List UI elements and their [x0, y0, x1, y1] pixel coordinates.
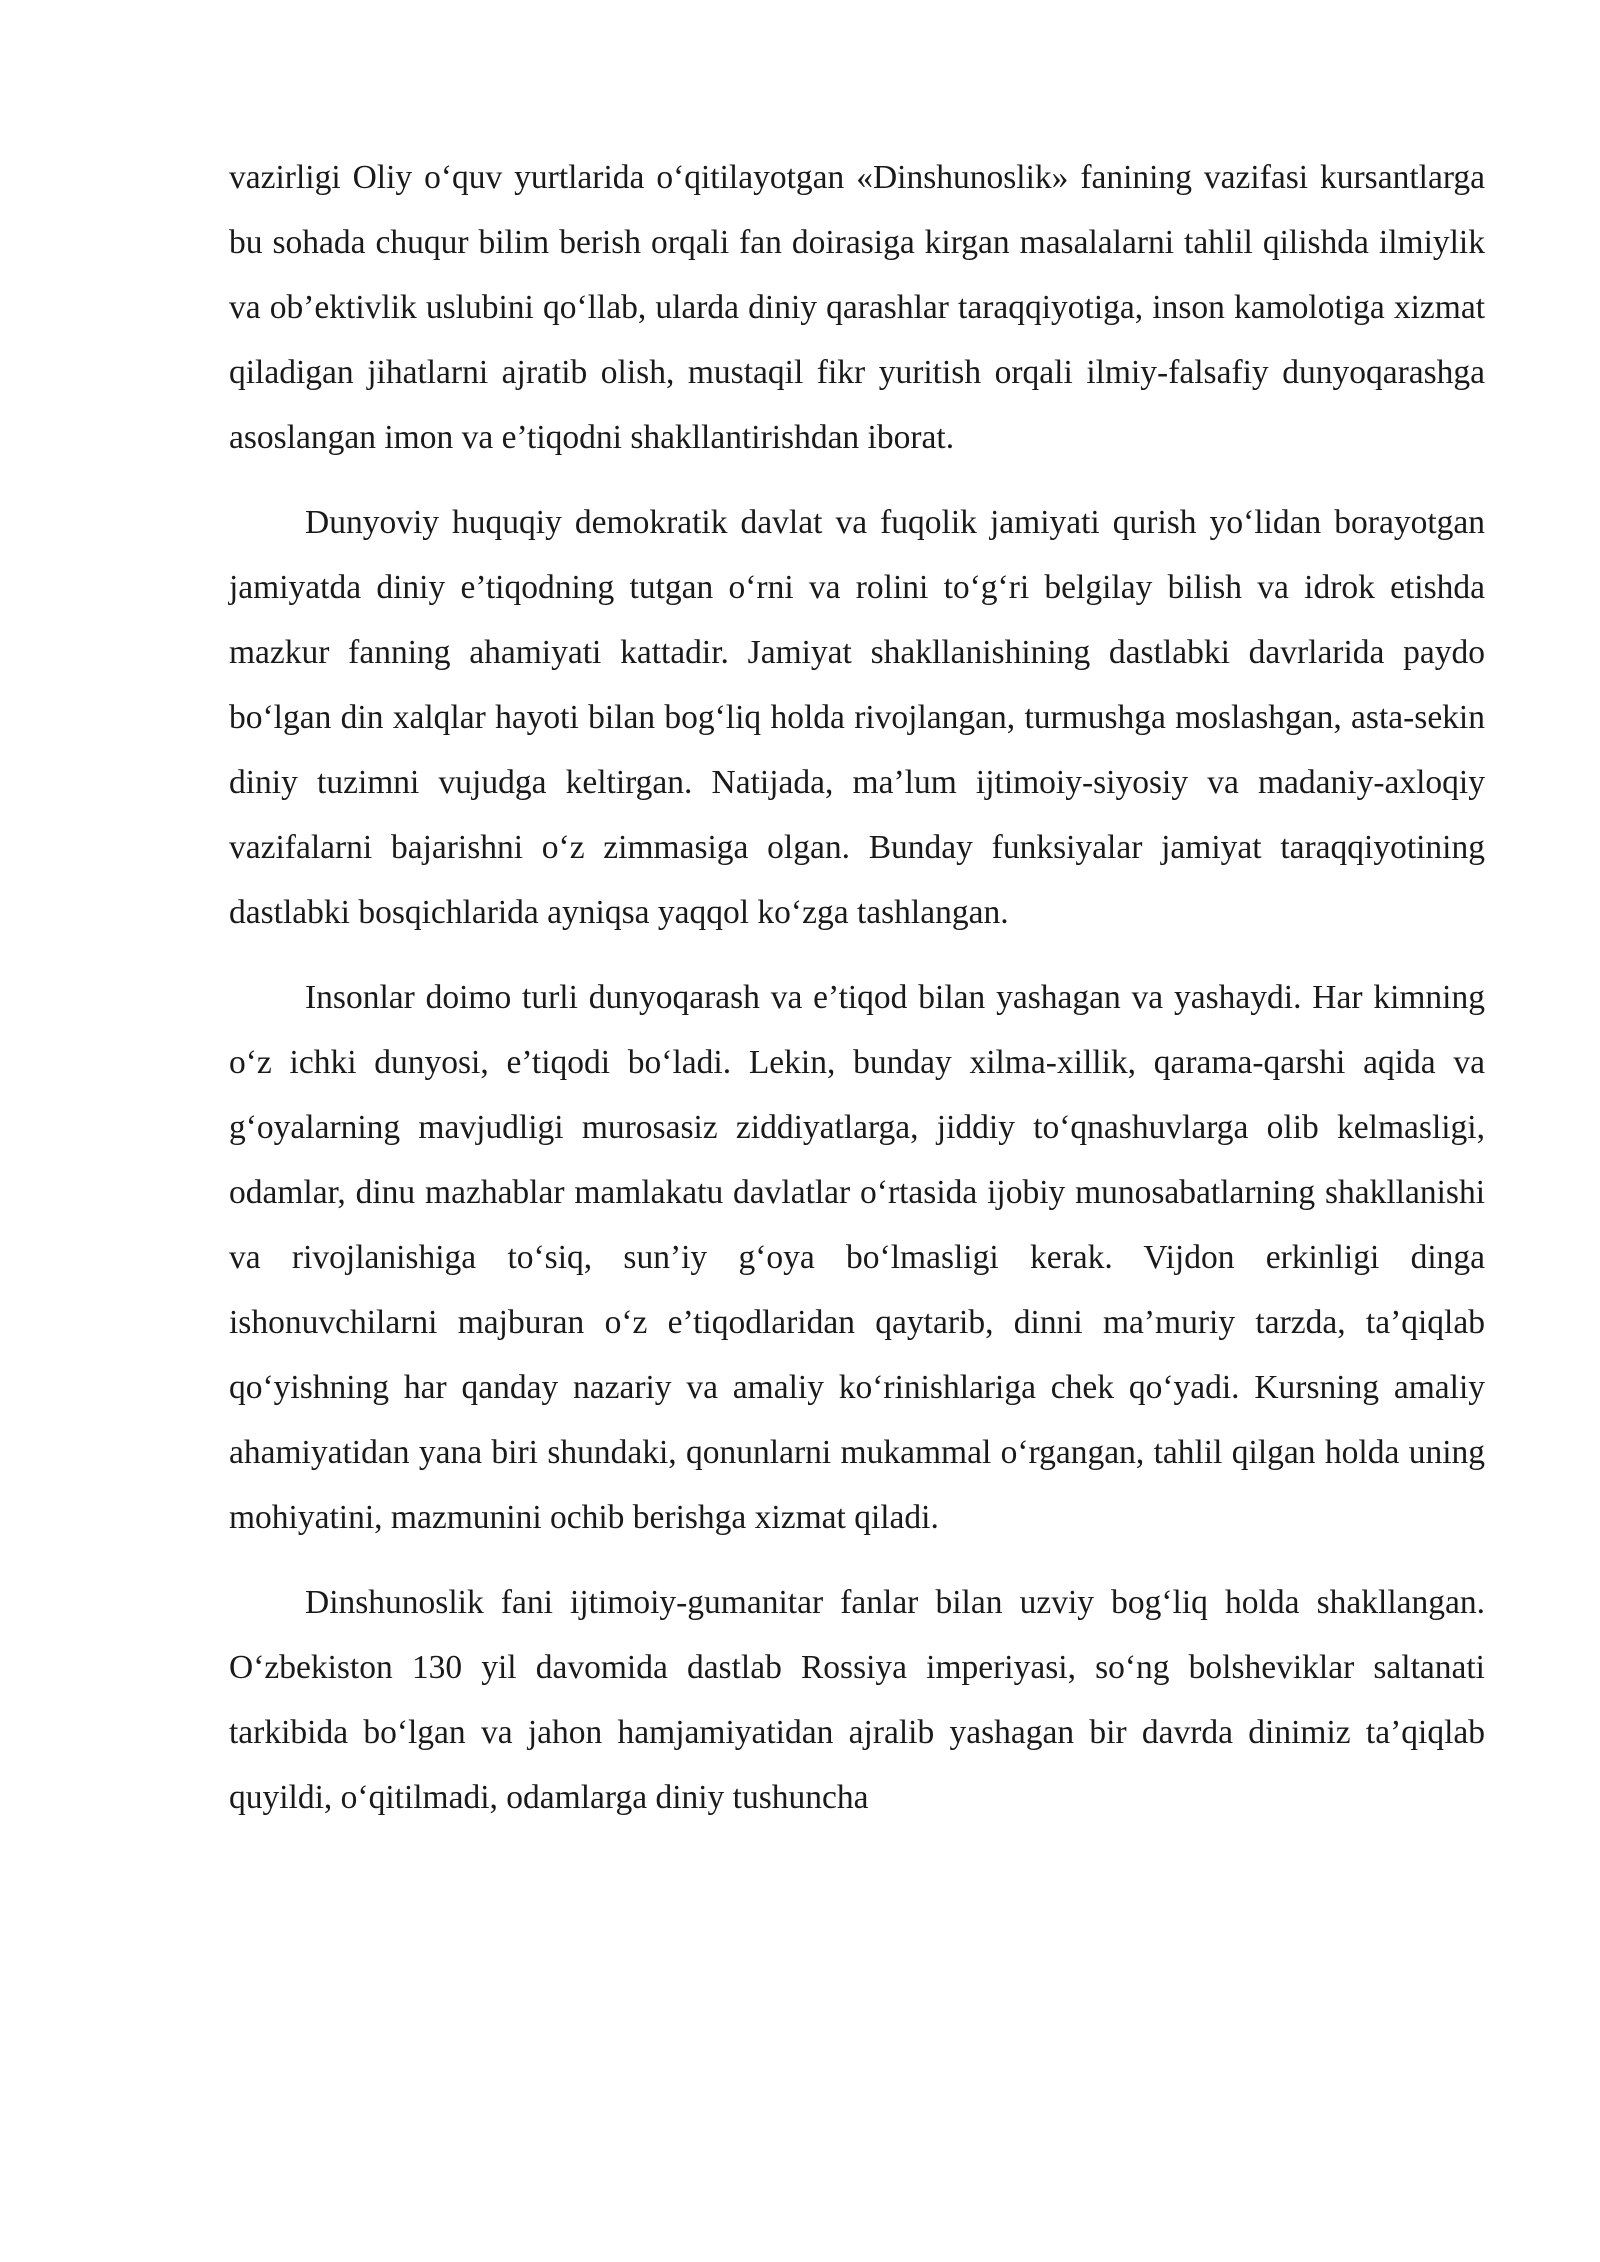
document-body [229, 145, 1485, 1850]
paragraph-4: Dinshunoslik fani ijtimoiy-gumanitar fanlar bilan uzviy bog‘liq holda shakllangan. O‘zbekiston 130 yil davomida dastlab Rossiya imperiyasi, so‘ng bolsheviklar saltanati tarkibida bo‘lgan va jahon hamjamiyatidan ajralib yashagan bir davrda dinimiz ta’qiqlab quyildi, o‘qitilmadi, odamlarga diniy tushuncha [229, 1584, 1485, 1816]
paragraph-2: Dunyoviy huquqiy demokratik davlat va fuqolik jamiyati qurish yo‘lidan borayotgan jamiyatda diniy e’tiqodning tutgan o‘rni va rolini to‘g‘ri belgilay bilish va idrok etishda mazkur fanning ahamiyati kattadir. Jamiyat shakllanishining dastlabki davrlarida paydo bo‘lgan din xalqlar hayoti bilan bog‘liq holda rivojlangan, turmushga moslashgan, asta-sekin diniy tuzimni vujudga keltirgan. Natijada, ma’lum ijtimoiy-siyosiy va madaniy-axloqiy vazifalarni bajarishni o‘z zimmasiga olgan. Bunday funksiyalar jamiyat taraqqiyotining dastlabki bosqichlarida ayniqsa yaqqol ko‘zga tashlangan. [229, 504, 1485, 931]
paragraph-1: vazirligi Oliy o‘quv yurtlarida o‘qitilayotgan «Dinshunoslik» fanining vazifasi kursantlarga bu sohada chuqur bilim berish orqali fan doirasiga kirgan masalalarni tahlil qilishda ilmiylik va ob’ektivlik uslubini qo‘llab, ularda diniy qarashlar taraqqiyotiga, inson kamolotiga xizmat qiladigan jihatlarni ajratib olish, mustaqil fikr yuritish orqali ilmiy-falsafiy dunyoqarashga asoslangan imon va e’tiqodni shakllantirishdan iborat. [229, 159, 1485, 456]
paragraph-3: Insonlar doimo turli dunyoqarash va e’tiqod bilan yashagan va yashaydi. Har kimning o‘z ichki dunyosi, e’tiqodi bo‘ladi. Lekin, bunday xilma-xillik, qarama-qarshi aqida va g‘oyalarning mavjudligi murosasiz ziddiyatlarga, jiddiy to‘qnashuvlarga olib kelmasligi, odamlar, dinu mazhablar mamlakatu davlatlar o‘rtasida ijobiy munosabatlarning shakllanishi va rivojlanishiga to‘siq, sun’iy g‘oya bo‘lmasligi kerak. Vijdon erkinligi dinga ishonuvchilarni majburan o‘z e’tiqodlaridan qaytarib, dinni ma’muriy tarzda, ta’qiqlab qo‘yishning har qanday nazariy va amaliy ko‘rinishlariga chek qo‘yadi. Kursning amaliy ahamiyatidan yana biri shundaki, qonunlarni mukammal o‘rgangan, tahlil qilgan holda uning mohiyatini, mazmunini ochib berishga xizmat qiladi. [229, 979, 1485, 1536]
